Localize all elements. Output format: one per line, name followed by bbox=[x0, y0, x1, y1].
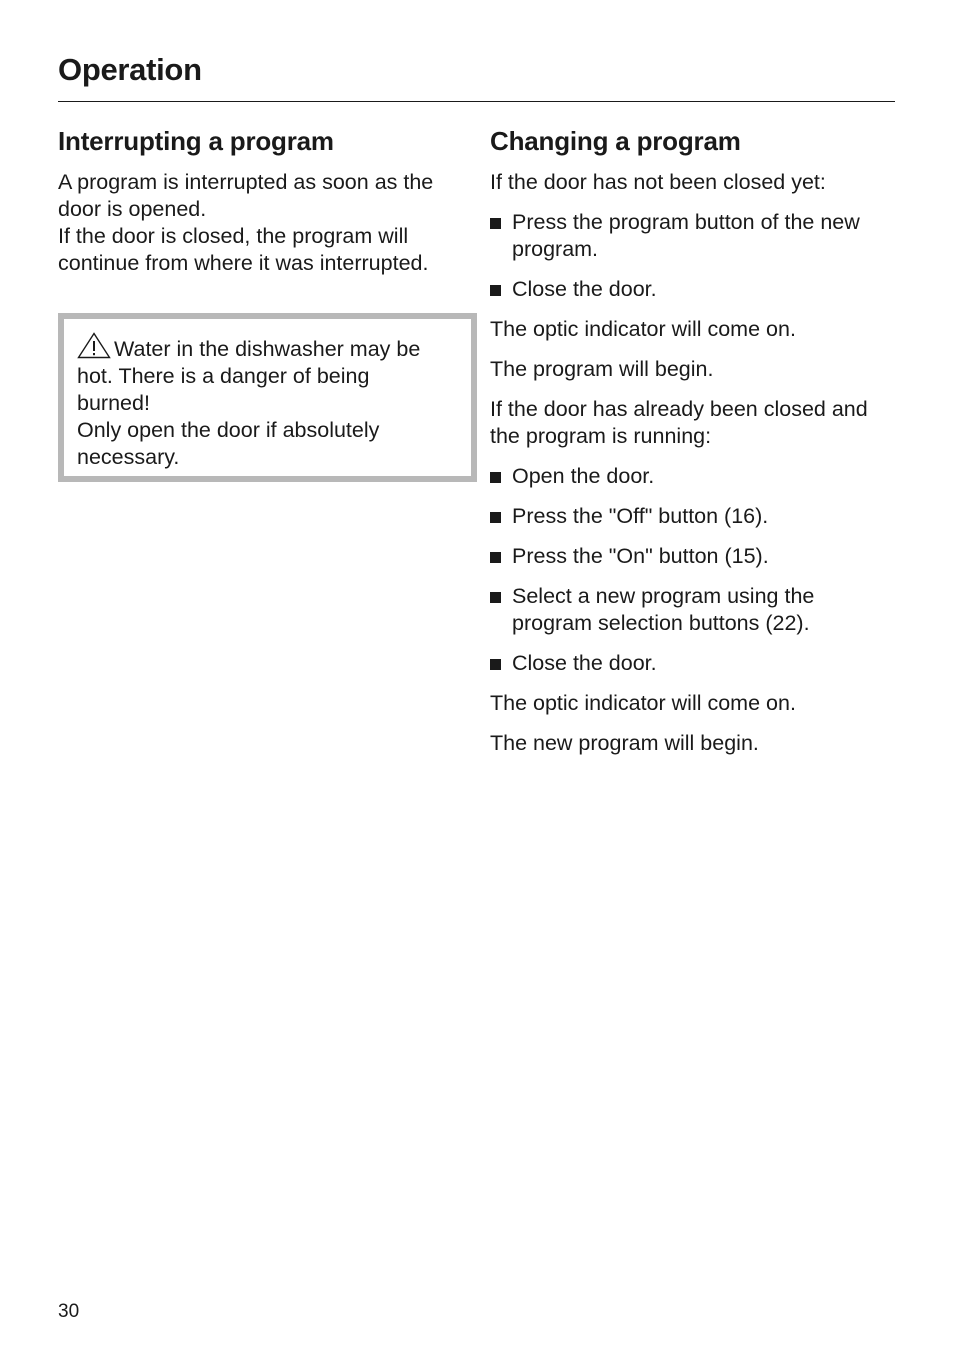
interrupt-line: door is opened. bbox=[58, 197, 207, 221]
warning-line: burned! bbox=[77, 391, 150, 415]
item-text: The program will begin. bbox=[490, 357, 714, 381]
bullet-step bbox=[490, 463, 900, 490]
bullet-step bbox=[490, 583, 900, 637]
warning-line: necessary. bbox=[77, 445, 180, 469]
bullet-square-icon bbox=[490, 552, 501, 563]
bullet-step bbox=[490, 650, 900, 677]
interrupt-line: If the door is closed, the program will bbox=[58, 224, 409, 248]
right-column bbox=[490, 125, 900, 770]
warning-line bbox=[77, 332, 471, 363]
warning-line: Only open the door if absolutely bbox=[77, 418, 380, 442]
section-heading-interrupting: Interrupting a program bbox=[58, 126, 334, 156]
instruction-text bbox=[490, 356, 900, 383]
bullet-step bbox=[490, 276, 900, 303]
left-column bbox=[58, 125, 468, 277]
item-text: Select a new program using the program selection buttons (22). bbox=[512, 584, 815, 635]
warning-triangle-icon bbox=[77, 332, 111, 359]
bullet-square-icon bbox=[490, 285, 501, 296]
bullet-step bbox=[490, 209, 900, 263]
interrupt-line: continue from where it was interrupted. bbox=[58, 251, 429, 275]
page-title: Operation bbox=[58, 52, 202, 87]
item-text: If the door has already been closed and the program is running: bbox=[490, 397, 868, 448]
item-text: Press the "Off" button (16). bbox=[512, 504, 769, 528]
bullet-step bbox=[490, 503, 900, 530]
bullet-step bbox=[490, 543, 900, 570]
interrupt-description bbox=[58, 169, 468, 277]
title-divider bbox=[58, 101, 895, 102]
bullet-square-icon bbox=[490, 659, 501, 670]
item-text: Press the program button of the new program. bbox=[512, 210, 860, 261]
item-text: Close the door. bbox=[512, 651, 657, 675]
bullet-square-icon bbox=[490, 472, 501, 483]
instruction-text bbox=[490, 316, 900, 343]
bullet-square-icon bbox=[490, 218, 501, 229]
instruction-list bbox=[490, 169, 900, 757]
item-text: If the door has not been closed yet: bbox=[490, 170, 826, 194]
interrupt-line: A program is interrupted as soon as the bbox=[58, 170, 434, 194]
instruction-text bbox=[490, 730, 900, 757]
instruction-text bbox=[490, 169, 900, 196]
item-text: The optic indicator will come on. bbox=[490, 317, 796, 341]
section-heading-changing: Changing a program bbox=[490, 126, 741, 156]
item-text: Press the "On" button (15). bbox=[512, 544, 769, 568]
warning-line: hot. There is a danger of being bbox=[77, 364, 370, 388]
item-text: The optic indicator will come on. bbox=[490, 691, 796, 715]
warning-box bbox=[58, 313, 477, 482]
instruction-text bbox=[490, 396, 900, 450]
instruction-text bbox=[490, 690, 900, 717]
page-number: 30 bbox=[58, 1301, 80, 1322]
bullet-square-icon bbox=[490, 512, 501, 523]
bullet-square-icon bbox=[490, 592, 501, 603]
warning-text: Water in the dishwasher may be bbox=[114, 337, 421, 361]
item-text: Close the door. bbox=[512, 277, 657, 301]
item-text: The new program will begin. bbox=[490, 731, 759, 755]
item-text: Open the door. bbox=[512, 464, 655, 488]
